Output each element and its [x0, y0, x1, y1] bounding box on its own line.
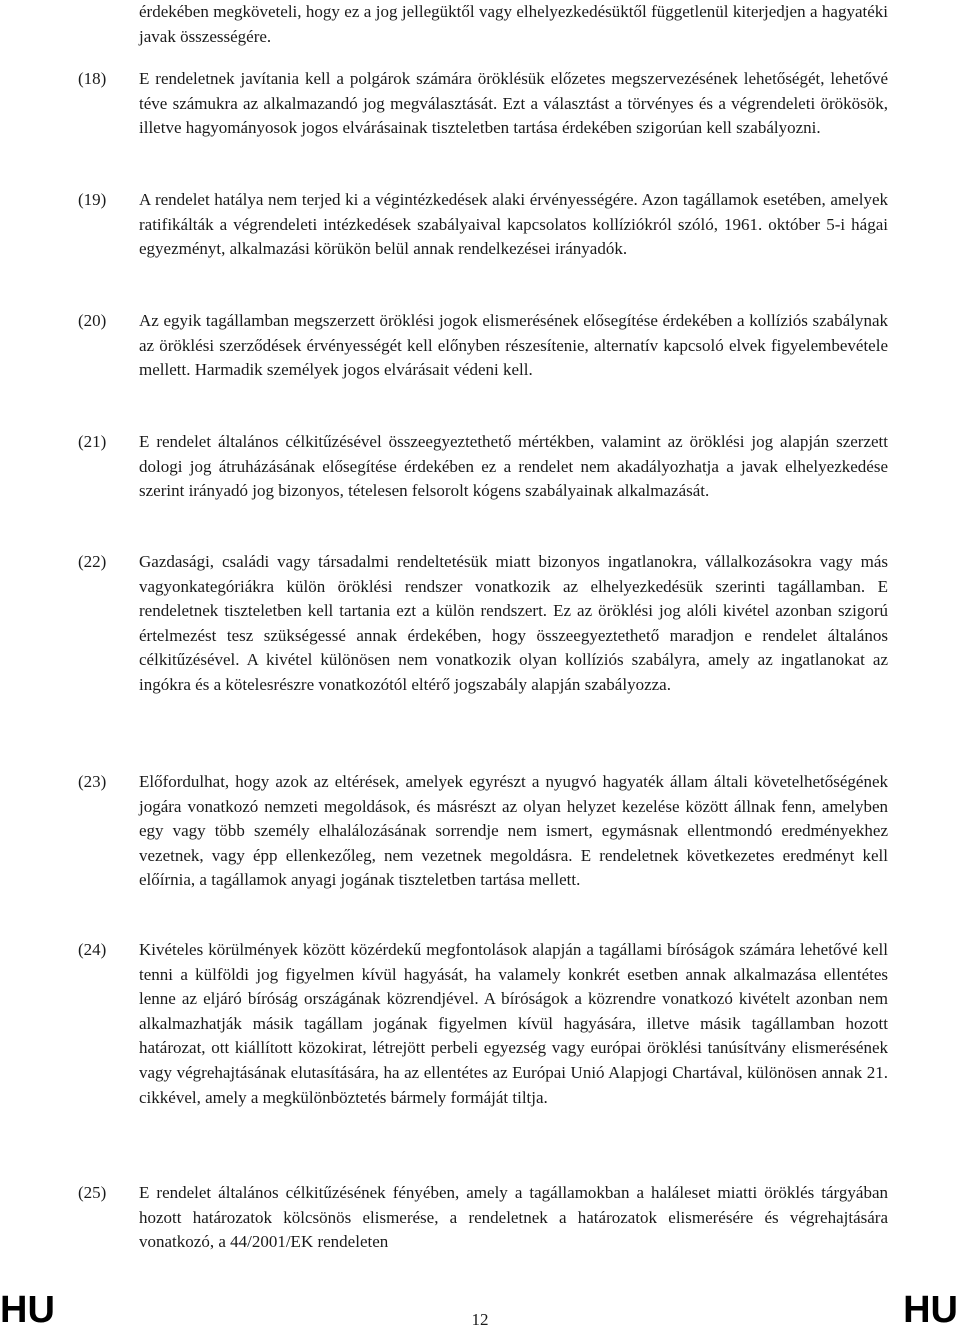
recital-22	[78, 550, 888, 698]
recital-text: E rendelet általános célkitűzésének fényében, amely a tagállamokban a haláleset miatti öröklés tárgyában hozott határozatok kölcsönös elismerése, a rendeletnek a határozatok elismerésére és végrehajtására vonatkozó, a 44/2001/EK rendeleten	[139, 1183, 888, 1252]
recital-number: (20)	[78, 311, 107, 330]
recital-21	[78, 430, 888, 504]
page-number: 12	[471, 1310, 489, 1329]
recital-25	[78, 1181, 888, 1255]
recital-text: E rendelet általános célkitűzésével összeegyeztethető mértékben, valamint az öröklési jog alapján szerzett dologi jog átruházásának elősegítése érdekében ez a rendelet nem akadályozhatja a javak elhelyezkedése szerint irányadó jog bizonyos, tételesen felsorolt kógens szabályainak alkalmazását.	[139, 432, 888, 501]
recital-text: Előfordulhat, hogy azok az eltérések, amelyek egyrészt a nyugvó hagyaték állam általi követelhetőségének jogára vonatkozó nemzeti megoldások, és másrészt az olyan helyzet kezelése között állnak fenn, amelyben egy vagy több személy elhalálozásának sorrendje nem ismert, egymásnak ellentmondó eredményekhez vezetnek, vagy épp ellenkezőleg, nem vezetnek megoldásra. E rendeletnek következetes eredményt kell előírnia, a tagállamok anyagi jogának tiszteletben tartása mellett.	[139, 772, 888, 890]
paragraph-text: érdekében megköveteli, hogy ez a jog jellegüktől vagy elhelyezkedésüktől függetlenül kiterjedjen a hagyatéki javak összességére.	[139, 2, 888, 46]
recital-number: (19)	[78, 190, 107, 209]
recital-text: Kivételes körülmények között közérdekű megfontolások alapján a tagállami bíróságok számára lehetővé kell tenni a külföldi jog figyelmen kívül hagyását, ha valamely konkrét esetben annak alkalmazása ellentétes lenne az eljáró bíróság országának közrendjével. A bíróságok a közrendre vonatkozó kivételt azonban nem alkalmazhatják másik tagállam jogának figyelmen kívül hagyására, illetve másik tagállamban hozott határozat, ott kiállított közokirat, létrejött perbeli egyezség vagy európai öröklési tanúsítvány elismerésének vagy végrehajtásának elutasítására, ha az ellentétes az Európai Unió Alapjogi Chartával, különösen annak 21. cikkével, amely a megkülönböztetés bármely formáját tiltja.	[139, 940, 888, 1107]
recital-number: (22)	[78, 552, 107, 571]
recital-20	[78, 309, 888, 383]
recital-number: (21)	[78, 432, 107, 451]
recital-number: (24)	[78, 940, 107, 959]
recital-text: E rendeletnek javítania kell a polgárok számára öröklésük előzetes megszervezésének lehetőségét, lehetővé téve számukra az alkalmazandó jog megválasztását. Ezt a választást a törvényes és a végrendeleti örökösök, illetve hagyományosok jogos elvárásainak tiszteletben tartása érdekében szigorúan kell szabályozni.	[139, 69, 888, 138]
recital-19	[78, 188, 888, 262]
recital-text: Gazdasági, családi vagy társadalmi rendeltetésük miatt bizonyos ingatlanokra, vállalkozásokra vagy más vagyonkategóriákra külön öröklési rendszer vonatkozik az elhelyezkedésük szerinti tagállamban. E rendeletnek tiszteletben kell tartania ezt a külön rendszert. Ez az öröklési jog alóli kivétel azonban szigorú értelmezést tesz szükségessé annak érdekében, hogy összeegyeztethető maradjon e rendelet általános célkitűzésével. A kivétel különösen nem vonatkozik olyan kollíziós szabályra, amely az ingatlanokat az ingókra és a kötelesrészre vonatkozótól eltérő jogszabály alapján szabályozza.	[139, 552, 888, 694]
recital-23	[78, 770, 888, 893]
recital-text: A rendelet hatálya nem terjed ki a végintézkedések alaki érvényességére. Azon tagállamok esetében, amelyek ratifikálták a végrendeleti intézkedések szabályaival kapcsolatos kollíziókról szóló, 1961. október 5-i hágai egyezményt, alkalmazási körükön belül annak rendelkezései irányadók.	[139, 190, 888, 259]
recital-number: (23)	[78, 772, 107, 791]
recital-18	[78, 67, 888, 141]
recital-number: (25)	[78, 1183, 107, 1202]
footer-language-code-left: HU	[0, 1289, 55, 1331]
recital-number: (18)	[78, 69, 107, 88]
continued-paragraph	[78, 0, 888, 49]
recital-24	[78, 938, 888, 1110]
recital-text: Az egyik tagállamban megszerzett öröklési jogok elismerésének elősegítése érdekében a kollíziós szabálynak az öröklési szerződések érvényességét kell előnyben részesítenie, alternatív kapcsoló elvek figyelembevétele mellett. Harmadik személyek jogos elvárásait védeni kell.	[139, 311, 888, 380]
footer-language-code-right: HU	[903, 1289, 958, 1331]
